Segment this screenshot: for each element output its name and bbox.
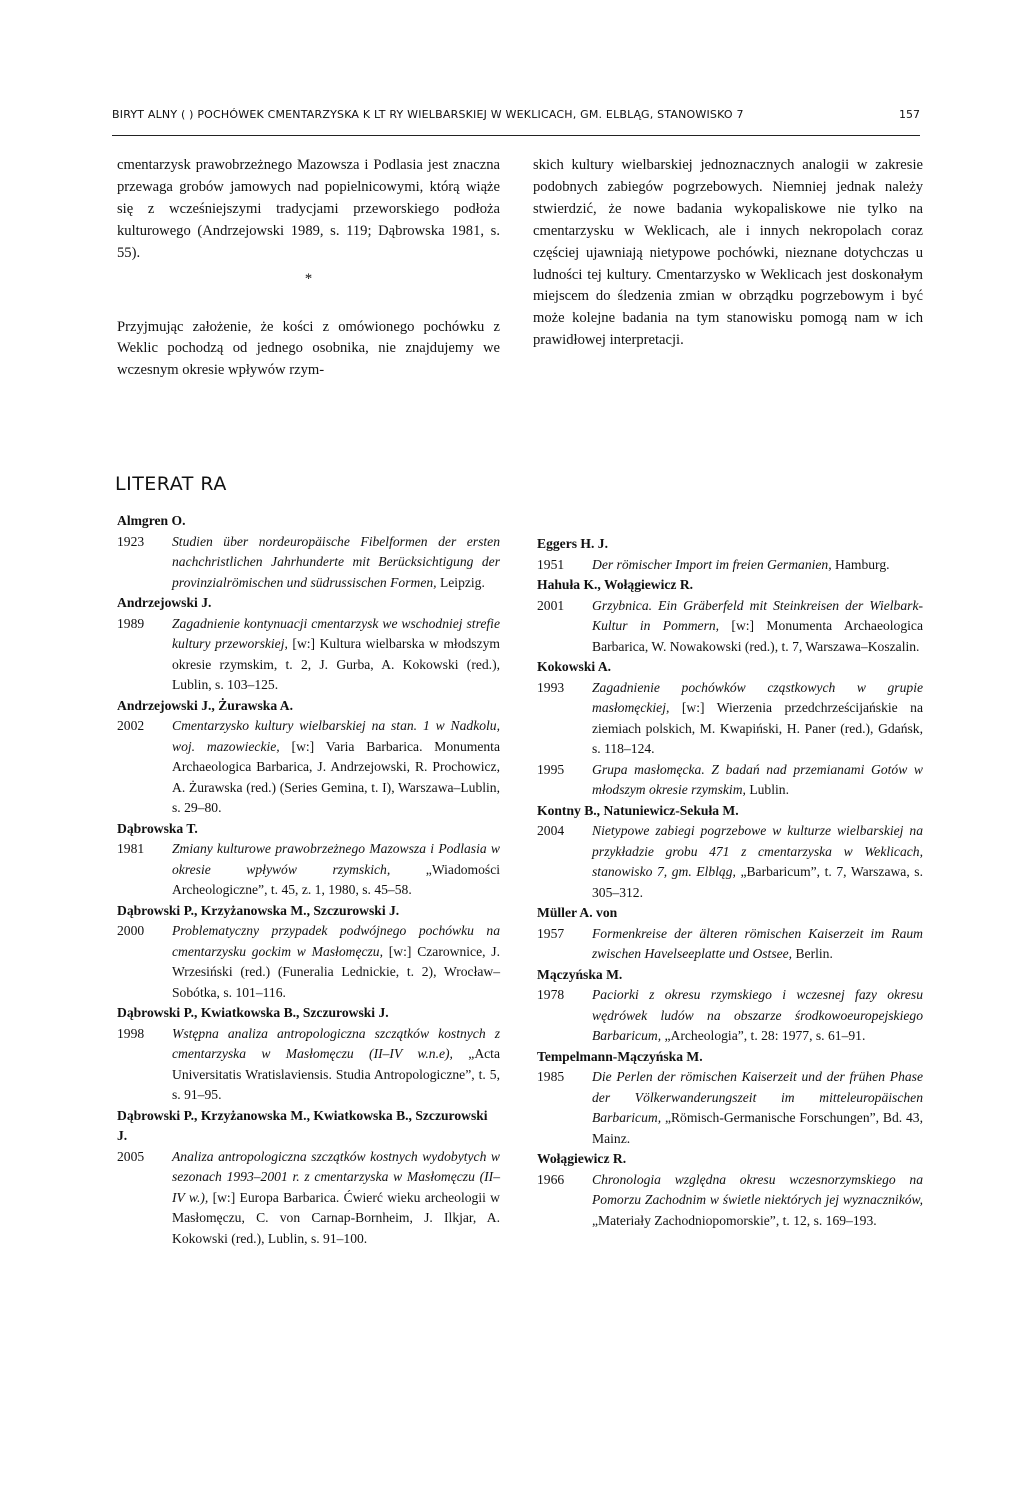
reference-title: Chronologia względna okresu wczesnorzymskiego na Pomorzu Zachodnim w świetle niektórych jej wyznaczników, xyxy=(592,1171,923,1207)
reference-text xyxy=(172,716,500,819)
reference-text xyxy=(592,555,923,576)
reference-text xyxy=(172,839,500,901)
reference-year: 1923 xyxy=(117,533,145,549)
reference-author: Almgren O. xyxy=(117,513,186,528)
reference-group xyxy=(117,819,500,901)
reference-title: Cmentarzysko kultury wielbarskiej na stan. 1 w Nadkolu, woj. mazowieckie, xyxy=(172,718,500,754)
reference-details: [w:] Europa Barbarica. Ćwierć wieku archeologii w Masłomęczu, C. von Carnap-Bornheim, J. Ilkjar, A. Kokowski (red.), Lublin, s. 91–100. xyxy=(172,1189,500,1246)
reference-year: 1981 xyxy=(117,841,145,856)
reference-year: 1985 xyxy=(537,1069,565,1084)
reference-author: Dąbrowska T. xyxy=(117,820,198,836)
reference-text xyxy=(172,1147,500,1250)
reference-year: 2001 xyxy=(537,597,565,613)
reference-text xyxy=(592,985,923,1047)
reference-details: Berlin. xyxy=(792,946,833,961)
reference-group xyxy=(537,534,923,575)
reference-entry xyxy=(117,1147,500,1250)
reference-details: Lublin. xyxy=(745,782,789,797)
reference-entry xyxy=(537,985,923,1047)
reference-title: Grupa masłomęcka. Z badań nad przemianami Gotów w młodszym okresie rzymskim, xyxy=(592,761,923,797)
reference-entry xyxy=(117,839,500,901)
reference-title: Analiza antropologiczna szczątków kostnych wydobytych w sezonach 1993–2001 r. z cmentarzyska w Masłomęczu (II–IV w.), xyxy=(172,1148,500,1205)
reference-details: Hamburg. xyxy=(831,556,890,572)
reference-group xyxy=(537,1047,923,1150)
reference-author: Hahuła K., Wołągiewicz R. xyxy=(537,577,694,592)
reference-title: Paciorki z okresu rzymskiego i wczesnej fazy okresu wędrówek ludów na obszarze środkowoeuropejskiego Barbaricum, xyxy=(592,987,923,1043)
reference-title: Die Perlen der römischen Kaiserzeit und der frühen Phase der Völkerwanderungszeit im mitteleuropäischen Barbaricum, xyxy=(592,1069,923,1125)
reference-details: [w:] Czarownice, J. Wrzesiński (red.) (Funeralia Lednickie, t. 2), Wrocław–Sobótka, s. 101–116. xyxy=(172,943,500,1000)
reference-entry xyxy=(537,596,923,658)
reference-text xyxy=(592,1170,923,1232)
reference-title: Formenkreise der älteren römischen Kaiserzeit im Raum zwischen Havelseeplatte und Ostsee, xyxy=(592,925,923,961)
reference-details: [w:] Wierzenia przedchrześcijańskie na ziemiach polskich, M. Kwapiński, H. Paner (red.), Gdańsk, s. 118–124. xyxy=(592,700,923,756)
reference-year: 1951 xyxy=(537,556,565,572)
right-text-column xyxy=(533,155,923,352)
reference-year: 1957 xyxy=(537,925,565,941)
left-paragraph-1: cmentarzysk prawobrzeżnego Mazowsza i Podlasia jest znaczna przewaga grobów jamowych nad popielnicowymi, którą wiąże się z wcześniejszymi tradycjami przeworskiego podłoża kulturowego (Andrzejowski 1989, s. 119; Dąbrowska 1981, s. 55). xyxy=(117,157,500,261)
reference-title: Studien über nordeuropäische Fibelformen der ersten nachchristlichen Jahrhunderte mit Berücksichtigung der provinzialrömischen und südrussischen Formen, xyxy=(172,533,500,590)
reference-year: 1998 xyxy=(117,1025,145,1041)
reference-year: 1989 xyxy=(117,615,145,631)
page-header xyxy=(112,108,920,132)
running-head: BIRYT ALNY ( ) POCHÓWEK CMENTARZYSKA K LT RY WIELBARSKIEJ W WEKLICACH, GM. ELBLĄG, STANOWISKO 7 xyxy=(112,108,744,121)
reference-entry xyxy=(117,614,500,696)
reference-entry xyxy=(537,760,923,801)
reference-details: „Barbaricum”, t. 7, Warszawa, s. 305–312. xyxy=(592,864,923,900)
reference-text xyxy=(172,532,500,594)
reference-entry xyxy=(117,532,500,594)
reference-title: Der römischer Import im freien Germanien, xyxy=(592,556,832,572)
reference-author: Kokowski A. xyxy=(537,659,612,674)
reference-author: Kontny B., Natuniewicz-Sekuła M. xyxy=(537,802,739,818)
reference-author: Dąbrowski P., Krzyżanowska M., Szczurowski J. xyxy=(117,902,400,918)
reference-group xyxy=(537,903,923,965)
reference-details: Leipzig. xyxy=(436,574,485,590)
reference-text xyxy=(172,614,500,696)
reference-year: 2005 xyxy=(117,1148,145,1164)
reference-year: 1978 xyxy=(537,987,565,1002)
reference-author: Mączyńska M. xyxy=(537,966,623,982)
reference-text xyxy=(592,821,923,903)
reference-details: [w:] Varia Barbarica. Monumenta Archaeologica Barbarica, J. Andrzejowski, R. Prochowicz, A. Żurawska (red.) (Series Gemina, t. I), Warszawa–Lublin, s. 29–80. xyxy=(172,738,500,815)
reference-details: „Materiały Zachodniopomorskie”, t. 12, s. 169–193. xyxy=(592,1212,877,1228)
reference-text xyxy=(592,1067,923,1149)
reference-year: 1966 xyxy=(537,1171,565,1187)
reference-author: Eggers H. J. xyxy=(537,536,608,551)
literature-heading: LITERAT RA xyxy=(115,473,227,495)
page-number: 157 xyxy=(899,108,920,121)
reference-author: Müller A. von xyxy=(537,905,618,920)
reference-year: 1993 xyxy=(537,679,565,695)
references-left-column xyxy=(117,511,500,1249)
reference-title: Zmiany kulturowe prawobrzeżnego Mazowsza i Podlasia w okresie wpływów rzymskich, xyxy=(172,841,500,877)
reference-title: Wstępna analiza antropologiczna szczątków kostnych z cmentarzyska w Masłomęczu (II–IV w.n.e), xyxy=(172,1025,500,1061)
reference-group xyxy=(117,901,500,1004)
reference-group xyxy=(117,1106,500,1250)
reference-text xyxy=(592,596,923,658)
reference-title: Nietypowe zabiegi pogrzebowe w kulturze wielbarskiej na przykładzie grobu 471 z cmentarzyska w Weklicach, stanowisko 7, gm. Elbląg, xyxy=(592,823,923,879)
reference-text xyxy=(172,1024,500,1106)
reference-details: „Wiadomości Archeologiczne”, t. 45, z. 1, 1980, s. 45–58. xyxy=(172,861,501,897)
reference-text xyxy=(592,760,923,801)
reference-entry xyxy=(537,678,923,760)
reference-text xyxy=(592,678,923,760)
reference-author: Wołągiewicz R. xyxy=(537,1151,627,1166)
reference-group xyxy=(537,801,923,904)
reference-entry xyxy=(537,1067,923,1149)
reference-author: Tempelmann-Mączyńska M. xyxy=(537,1048,703,1064)
reference-details: „Archeologia”, t. 28: 1977, s. 61–91. xyxy=(661,1028,866,1043)
reference-year: 2002 xyxy=(117,718,145,733)
reference-group xyxy=(537,575,923,657)
reference-details: [w:] Monumenta Archaeologica Barbarica, W. Nowakowski (red.), t. 7, Warszawa–Koszalin. xyxy=(592,618,923,654)
reference-text xyxy=(172,921,500,1003)
reference-text xyxy=(592,924,923,965)
reference-entry xyxy=(537,924,923,965)
reference-title: Zagadnienie kontynuacji cmentarzysk we wschodniej strefie kultury przeworskiej, xyxy=(172,615,500,651)
reference-group xyxy=(117,511,500,593)
reference-group xyxy=(537,1149,923,1231)
right-paragraph: skich kultury wielbarskiej jednoznacznych analogii w zakresie podobnych zabiegów pogrzebowych. Niemniej jednak należy stwierdzić, że nowe badania wykopaliskowe nie tylko na cmentarzysku w Weklicach, ale i innych nekropolach coraz częściej ujawniają nietypowe pochówki, nieznane dotychczas u ludności tej kultury. Cmentarzysko w Weklicach jest doskonałym miejscem do śledzenia zmian w obrządku pogrzebowym i być może kolejne badania na tym stanowisku pomogą nam w ich prawidłowej interpretacji. xyxy=(533,157,923,349)
section-separator: * xyxy=(304,270,313,287)
reference-entry xyxy=(117,716,500,819)
reference-year: 1995 xyxy=(537,761,565,777)
reference-entry xyxy=(117,1024,500,1106)
reference-entry xyxy=(537,1170,923,1232)
reference-author: Andrzejowski J., Żurawska A. xyxy=(117,697,293,713)
reference-author: Dąbrowski P., Krzyżanowska M., Kwiatkowska B., Szczurowski J. xyxy=(117,1107,488,1143)
reference-entry xyxy=(537,555,923,576)
references-right-column xyxy=(537,534,923,1231)
reference-entry xyxy=(117,921,500,1003)
reference-group xyxy=(117,593,500,696)
header-rule xyxy=(112,135,920,136)
left-paragraph-2: Przyjmując założenie, że kości z omówionego pochówku z Weklic pochodzą od jednego osobnika, nie znajdujemy we wczesnym okresie wpływów rzym- xyxy=(117,318,500,379)
reference-author: Andrzejowski J. xyxy=(117,595,212,610)
reference-group xyxy=(117,1003,500,1106)
reference-group xyxy=(117,696,500,819)
reference-group xyxy=(537,965,923,1047)
reference-group xyxy=(537,657,923,801)
reference-author: Dąbrowski P., Kwiatkowska B., Szczurowski J. xyxy=(117,1005,389,1020)
reference-details: [w:] Kultura wielbarska w młodszym okresie rzymskim, t. 2, J. Gurba, A. Kokowski (red.), Lublin, s. 103–125. xyxy=(172,636,500,692)
reference-year: 2004 xyxy=(537,823,565,838)
reference-details: „Römisch-Germanische Forschungen”, Bd. 43, Mainz. xyxy=(592,1110,923,1146)
reference-title: Grzybnica. Ein Gräberfeld mit Steinkreisen der Wielbark-Kultur in Pommern, xyxy=(592,597,923,633)
reference-details: „Acta Universitatis Wratislaviensis. Studia Antropologiczne”, t. 5, s. 91–95. xyxy=(172,1046,500,1102)
reference-title: Zagadnienie pochówków cząstkowych w grupie masłomęckiej, xyxy=(592,679,923,715)
left-text-column xyxy=(117,155,500,382)
reference-title: Problematyczny przypadek podwójnego pochówku na cmentarzysku gockim w Masłomęczu, xyxy=(172,923,500,959)
reference-year: 2000 xyxy=(117,923,145,938)
reference-entry xyxy=(537,821,923,903)
